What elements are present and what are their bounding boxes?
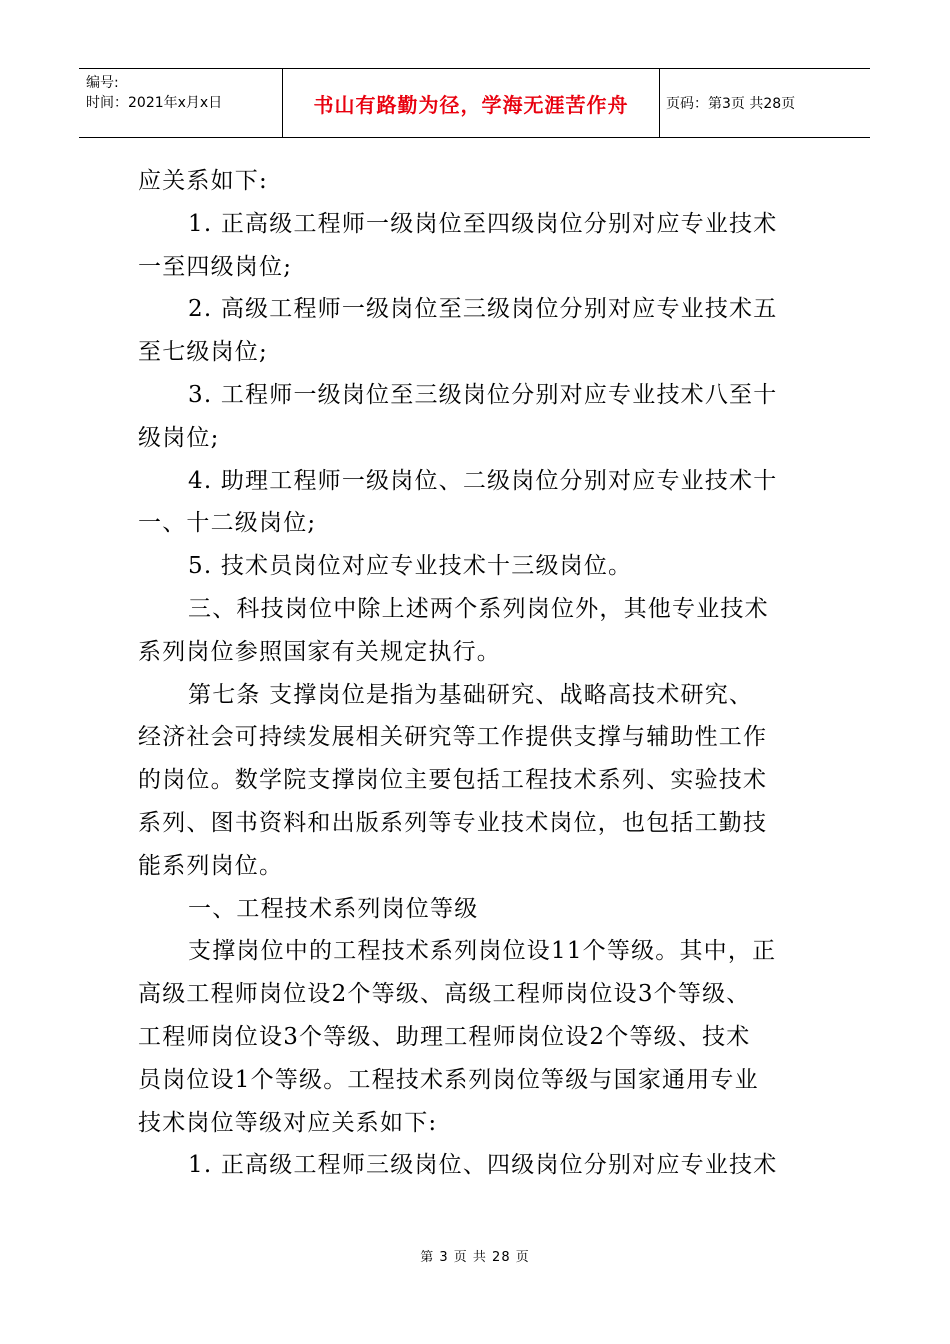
header-left-cell: [79, 69, 283, 137]
body-line: 2. 高级工程师一级岗位至三级岗位分别对应专业技术五: [188, 296, 778, 323]
body-line: 应关系如下:: [138, 168, 268, 194]
motto: 书山有路勤为径，学海无涯苦作舟: [283, 69, 660, 137]
body-line: 三、科技岗位中除上述两个系列岗位外，其他专业技术: [188, 595, 769, 622]
body-line: 高级工程师岗位设2个等级、高级工程师岗位设3个等级、: [138, 981, 751, 1008]
header-table: [79, 68, 870, 138]
time-label: 时间：2021年x月x日: [86, 95, 223, 111]
body-line: 第七条 支撑岗位是指为基础研究、战略高技术研究、: [188, 681, 754, 708]
body-line: 的岗位。数学院支撑岗位主要包括工程技术系列、实验技术: [138, 767, 768, 794]
body-line: 支撑岗位中的工程技术系列岗位设11个等级。其中，正: [188, 938, 777, 965]
number-label: 编号:: [86, 75, 119, 91]
body-line: 5. 技术员岗位对应专业技术十三级岗位。: [188, 553, 633, 580]
body-line: 技术岗位等级对应关系如下:: [138, 1109, 438, 1136]
body-line: 经济社会可持续发展相关研究等工作提供支撑与辅助性工作: [138, 724, 768, 751]
body-line: 级岗位;: [138, 424, 220, 451]
document-body: [138, 160, 814, 1187]
body-line: 3. 工程师一级岗位至三级岗位分别对应专业技术八至十: [188, 381, 778, 408]
body-line: 至七级岗位;: [138, 339, 268, 366]
body-line: 一至四级岗位;: [138, 253, 293, 280]
page-footer: 第 3 页 共 28 页: [420, 1250, 530, 1265]
body-line: 员岗位设1个等级。工程技术系列岗位等级与国家通用专业: [138, 1066, 759, 1093]
body-line: 4. 助理工程师一级岗位、二级岗位分别对应专业技术十: [188, 467, 778, 494]
body-line: 一、工程技术系列岗位等级: [188, 895, 479, 922]
body-line: 1. 正高级工程师三级岗位、四级岗位分别对应专业技术: [188, 1152, 778, 1179]
page-info: 页码：第3页 共28页: [666, 96, 796, 112]
body-line: 系列、图书资料和出版系列等专业技术岗位，也包括工勤技: [138, 809, 768, 836]
body-line: 1. 正高级工程师一级岗位至四级岗位分别对应专业技术: [188, 210, 778, 237]
body-line: 系列岗位参照国家有关规定执行。: [138, 638, 501, 665]
body-line: 一、十二级岗位;: [138, 510, 317, 537]
body-line: 工程师岗位设3个等级、助理工程师岗位设2个等级、技术: [138, 1023, 751, 1050]
body-line: 能系列岗位。: [138, 852, 284, 879]
